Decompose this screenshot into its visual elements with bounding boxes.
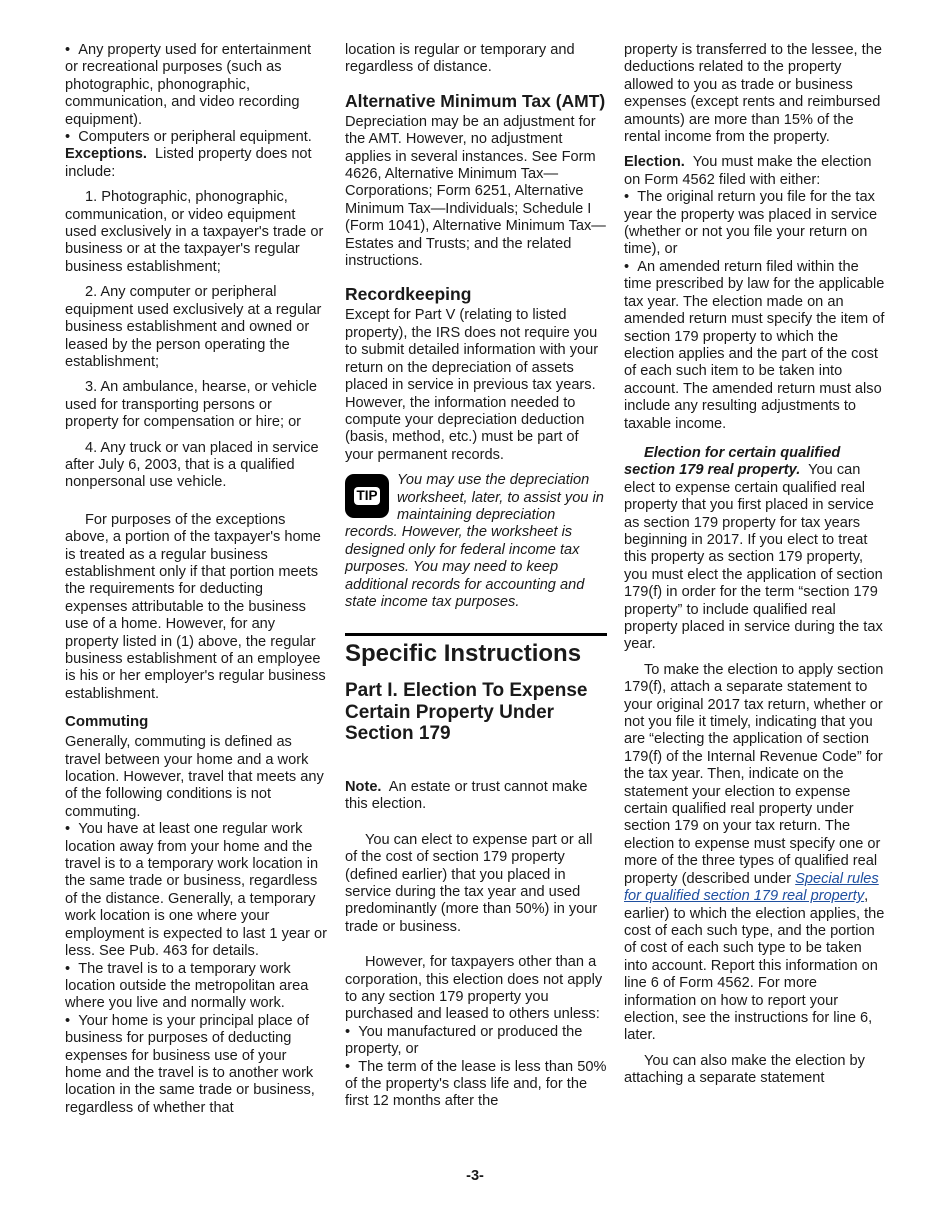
also-paragraph: You can also make the election by attaching a separate statement	[624, 1052, 865, 1087]
tip-box	[345, 472, 607, 611]
amt-heading: Alternative Minimum Tax (AMT)	[345, 90, 606, 111]
amt-paragraph: Depreciation may be an adjustment for the AMT. However, no adjustment applies in several instances. See Form 4626, Alternative Minimum Tax—Corporations; Form 6251, Alternative Minimum Tax—Individuals; Schedule I (Form 1041), Alternative Minimum Tax—Estates and Trusts; and the related instructions.	[345, 113, 606, 270]
special-rules-link[interactable]: Special rules for qualified section 179 real property	[624, 870, 879, 905]
note-label: Note.	[345, 778, 382, 795]
qualified-paragraph	[624, 445, 886, 654]
note-text: An estate or trust cannot make this election.	[345, 778, 588, 813]
exceptions-text: Listed property does not include:	[65, 146, 312, 180]
lease-paragraph: However, for taxpayers other than a corporation, this election does not apply to any section 179 property you purchased and leased to others unless:	[345, 954, 603, 1023]
commuting-heading: Commuting	[65, 713, 149, 731]
tip-icon	[345, 474, 389, 518]
lease-bullet-1: • You manufactured or produced the property, or	[345, 1024, 607, 1059]
exception-2: 2. Any computer or peripheral equipment used exclusively at a regular business establishment and owned or leased by the person operating the establishment;	[65, 284, 322, 370]
election-text: You must make the election on Form 4562 filed with either:	[624, 154, 872, 188]
qualified-text: You can elect to expense certain qualified real property that you first placed in service as section 179 property for tax years beginning in 2017. If you elect to treat this property as section 179 property, you must elect the application of section 179(f) in order for the term “section 179 property” to include qualified real property placed in service during the tax year.	[624, 462, 883, 653]
continued-text: location is regular or temporary and regardless of distance.	[345, 42, 575, 76]
part-1-heading: Part I. Election To Expense Certain Property Under Section 179	[345, 680, 588, 745]
specific-instructions-heading: Specific Instructions	[345, 633, 607, 668]
bullet-entertainment: • Any property used for entertainment or recreational purposes (such as photographic, phonographic, communication, and video recording equipment).	[65, 42, 327, 129]
exception-3: 3. An ambulance, hearse, or vehicle used for transporting persons or property for compensation or hire; or	[65, 379, 318, 431]
commuting-bullet-1: • You have at least one regular work location away from your home and the travel is to a temporary work location in the same trade or business, regardless of the distance. Generally, a temporary work location is one where your employment is expected to last 1 year or less. See Pub. 463 for details.	[65, 821, 327, 960]
election-label: Election.	[624, 154, 685, 171]
tip-text: You may use the depreciation worksheet, later, to assist you in maintaining depreciation records. However, the worksheet is designed only for federal income tax purposes. You may need to keep additional records for accounting and state income tax purposes.	[345, 472, 604, 610]
election-bullet-1: • The original return you file for the tax year the property was placed in service (whether or not you file your return on time), or	[624, 189, 886, 259]
page-number: -3-	[466, 1168, 484, 1184]
exceptions-label: Exceptions.	[65, 146, 147, 163]
exception-4: 4. Any truck or van placed in service after July 6, 2003, that is a qualified nonpersonal use vehicle.	[65, 439, 319, 491]
column-2	[345, 42, 607, 1111]
commuting-bullet-3: • Your home is your principal place of business for purposes of deducting expenses for business use of your home and the travel is to another work location in the same trade or business, regardless of whether that	[65, 1013, 327, 1117]
purposes-paragraph: For purposes of the exceptions above, a portion of the taxpayer's home is treated as a regular business establishment only if that portion meets the requirements for deducting expenses attributable to the business use of a home. However, for any property listed in (1) above, the regular business establishment of an employee is his or her employer's regular business establishment.	[65, 511, 326, 702]
qualified-label: Election for certain qualified section 179 real property.	[624, 444, 841, 479]
election-paragraph	[624, 154, 886, 189]
exception-1: 1. Photographic, phonographic, communication, or video equipment used exclusively in a taxpayer's trade or business or at the taxpayer's regular business establishment;	[65, 189, 324, 275]
note-paragraph	[345, 779, 607, 814]
recordkeeping-paragraph: Except for Part V (relating to listed property), the IRS does not require you to submit detailed information with your return on the depreciation of assets placed in service in previous tax years. However, the information needed to compute your depreciation deduction (basis, method, etc.) must be part of your permanent records.	[345, 307, 599, 463]
column-1	[65, 42, 327, 1117]
make-election-text-b: , earlier) to which the election applies, the cost of each such type, and the portion of cost of each such type to be taken into account. Report this information on line 6 of Form 4562. For more information on how to report your election, see the instructions for line 6, later.	[624, 888, 885, 1044]
expense-paragraph: You can elect to expense part or all of the cost of section 179 property (defined earlier) that you placed in service during the tax year and used predominantly (more than 50%) in your trade or business.	[345, 831, 598, 935]
election-bullet-2: • An amended return filed within the time prescribed by law for the applicable tax year. The election made on an amended return must specify the item of section 179 property to which the election applies and the part of the cost of each such item to be taken into account. The amended return must also include any resulting adjustments to taxable income.	[624, 259, 886, 433]
column-3	[624, 42, 886, 1088]
commuting-bullet-2: • The travel is to a temporary work location outside the metropolitan area where you live and normally work.	[65, 961, 327, 1013]
recordkeeping-heading: Recordkeeping	[345, 284, 472, 305]
bullet-computers: • Computers or peripheral equipment.	[65, 129, 327, 146]
make-election-text-a: To make the election to apply section 179(f), attach a separate statement to your original 2017 tax return, whether or not you file it timely, indicating that you are “electing the application of section 179(f) of the Internal Revenue Code” for the tax year. Then, indicate on the statement your election to expense certain qualified real property under section 179 on your tax return. The election to expense must specify one or more of the three types of qualified real property (described under	[624, 661, 884, 887]
tip-label: TIP	[356, 488, 378, 504]
continued-text: property is transferred to the lessee, the deductions related to the property allowed to you as trade or business expenses (except rents and reimbursed amounts) are more than 15% of the rental income from the property.	[624, 42, 882, 146]
make-election-paragraph	[624, 662, 886, 1045]
lease-bullet-2: • The term of the lease is less than 50% of the property's class life and, for the first 12 months after the	[345, 1059, 607, 1111]
commuting-intro: Generally, commuting is defined as travel between your home and a work location. However, travel that meets any of the following conditions is not commuting.	[65, 734, 324, 820]
exceptions-paragraph	[65, 146, 327, 181]
